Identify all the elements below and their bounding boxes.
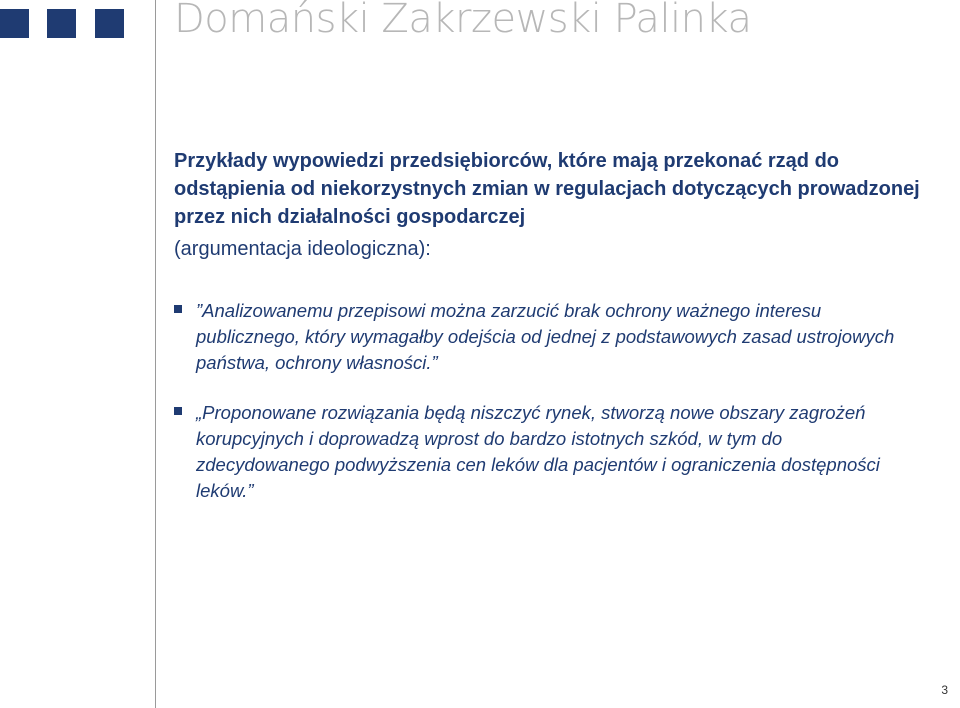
slide-heading-normal: (argumentacja ideologiczna): [174, 238, 431, 260]
logo-square-1 [0, 9, 29, 38]
quote-text: „Proponowane rozwiązania będą niszczyć rynek, stworzą nowe obszary zagrożeń korupcyjnych i doprowadzą wprost do bardzo istotnych szkód, w tym do zdecydowanego podwyższenia cen leków dla pacjentów i ograniczenia dostępności leków.” [196, 402, 880, 501]
quote-item [174, 298, 914, 376]
slide-heading-bold: Przykłady wypowiedzi przedsiębiorców, które mają przekonać rząd do odstąpienia od niekorzystnych zmian w regulacjach dotyczących prowadzonej przez nich działalności gospodarczej [174, 150, 920, 228]
quote-list [174, 298, 914, 504]
logo-square-2 [47, 9, 76, 38]
quote-item [174, 400, 914, 504]
page-number: 3 [941, 683, 948, 697]
quote-text: ”Analizowanemu przepisowi można zarzucić brak ochrony ważnego interesu publicznego, który wymagałby odejścia od jednej z podstawowych zasad ustrojowych państwa, ochrony własności.” [196, 300, 895, 373]
logo-square-3 [95, 9, 124, 38]
vertical-divider [155, 0, 156, 708]
square-bullet-icon [174, 305, 182, 313]
slide-heading [174, 147, 934, 263]
square-bullet-icon [174, 407, 182, 415]
firm-name: Domański Zakrzewski Palinka [174, 0, 752, 42]
